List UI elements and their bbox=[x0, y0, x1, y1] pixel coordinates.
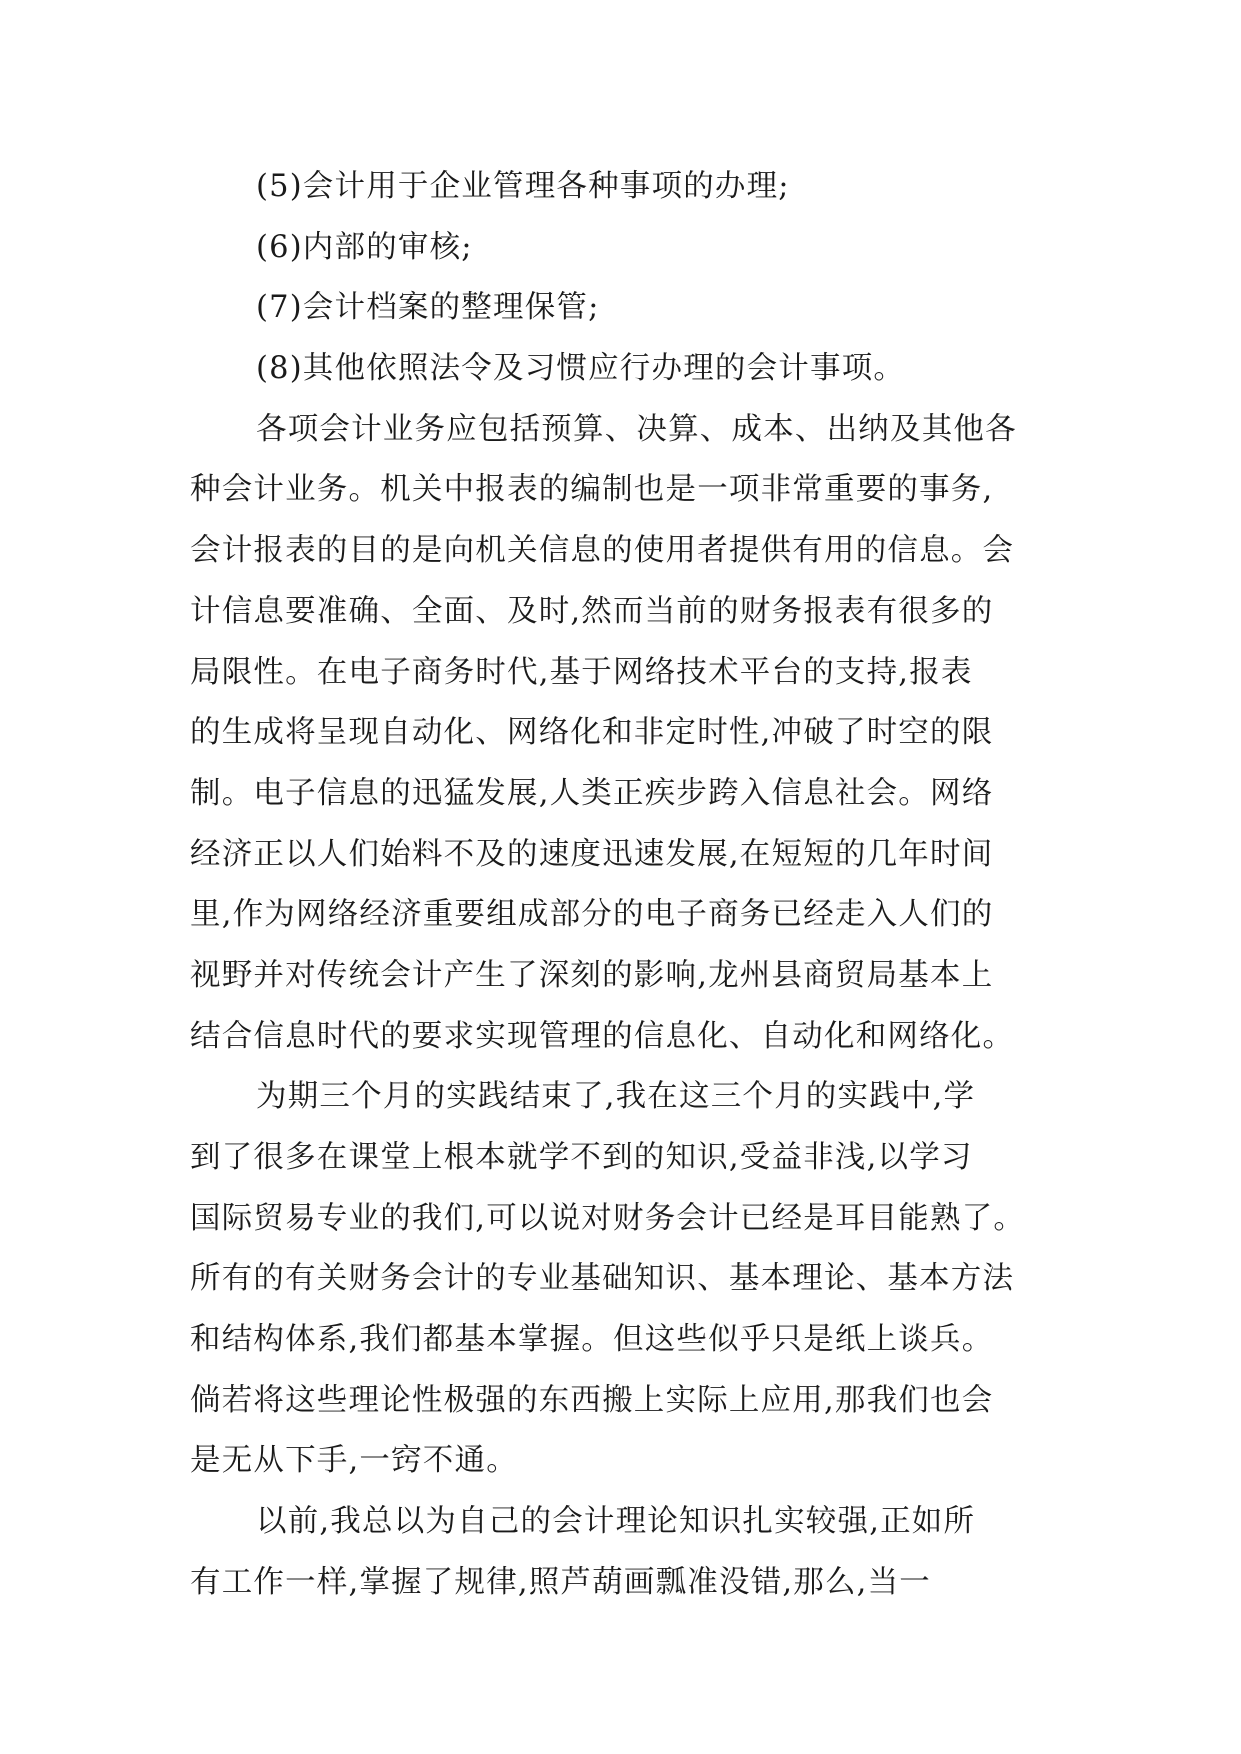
text-line: 和结构体系,我们都基本掌握。但这些似乎只是纸上谈兵。 bbox=[190, 1322, 994, 1358]
text-line: (8)其他依照法令及习惯应行办理的会计事项。 bbox=[256, 351, 906, 387]
text-line: 里,作为网络经济重要组成部分的电子商务已经走入人们的 bbox=[190, 897, 994, 933]
text-line: (5)会计用于企业管理各种事项的办理; bbox=[256, 169, 790, 204]
text-line: 以前,我总以为自己的会计理论知识扎实较强,正如所 bbox=[256, 1504, 976, 1540]
document-body bbox=[190, 157, 1060, 1614]
text-line: 国际贸易专业的我们,可以说对财务会计已经是耳目能熟了。 bbox=[190, 1200, 1026, 1236]
text-line: 为期三个月的实践结束了,我在这三个月的实践中,学 bbox=[256, 1079, 976, 1115]
text-line: 倘若将这些理论性极强的东西搬上实际上应用,那我们也会 bbox=[190, 1382, 994, 1418]
text-line: 各项会计业务应包括预算、决算、成本、出纳及其他各 bbox=[256, 411, 1017, 447]
text-line: (6)内部的审核; bbox=[256, 229, 473, 265]
text-line: 会计报表的目的是向机关信息的使用者提供有用的信息。会 bbox=[190, 533, 1015, 569]
text-line: 结合信息时代的要求实现管理的信息化、自动化和网络化。 bbox=[190, 1018, 1015, 1054]
text-line: 制。电子信息的迅猛发展,人类正疾步跨入信息社会。网络 bbox=[190, 775, 994, 811]
text-line: 种会计业务。机关中报表的编制也是一项非常重要的事务, bbox=[190, 472, 994, 508]
text-line: 的生成将呈现自动化、网络化和非定时性,冲破了时空的限 bbox=[190, 715, 994, 751]
text-line: 是无从下手,一窍不通。 bbox=[190, 1443, 518, 1479]
text-line: 局限性。在电子商务时代,基于网络技术平台的支持,报表 bbox=[190, 654, 973, 690]
text-line: 有工作一样,掌握了规律,照芦葫画瓢准没错,那么,当一 bbox=[190, 1564, 931, 1600]
text-line: 所有的有关财务会计的专业基础知识、基本理论、基本方法 bbox=[190, 1261, 1015, 1297]
text-line: 经济正以人们始料不及的速度迅速发展,在短短的几年时间 bbox=[190, 836, 994, 872]
text-line: 到了很多在课堂上根本就学不到的知识,受益非浅,以学习 bbox=[190, 1140, 973, 1175]
text-line: 计信息要准确、全面、及时,然而当前的财务报表有很多的 bbox=[190, 593, 994, 629]
text-line: 视野并对传统会计产生了深刻的影响,龙州县商贸局基本上 bbox=[190, 957, 994, 993]
text-line: (7)会计档案的整理保管; bbox=[256, 290, 600, 326]
